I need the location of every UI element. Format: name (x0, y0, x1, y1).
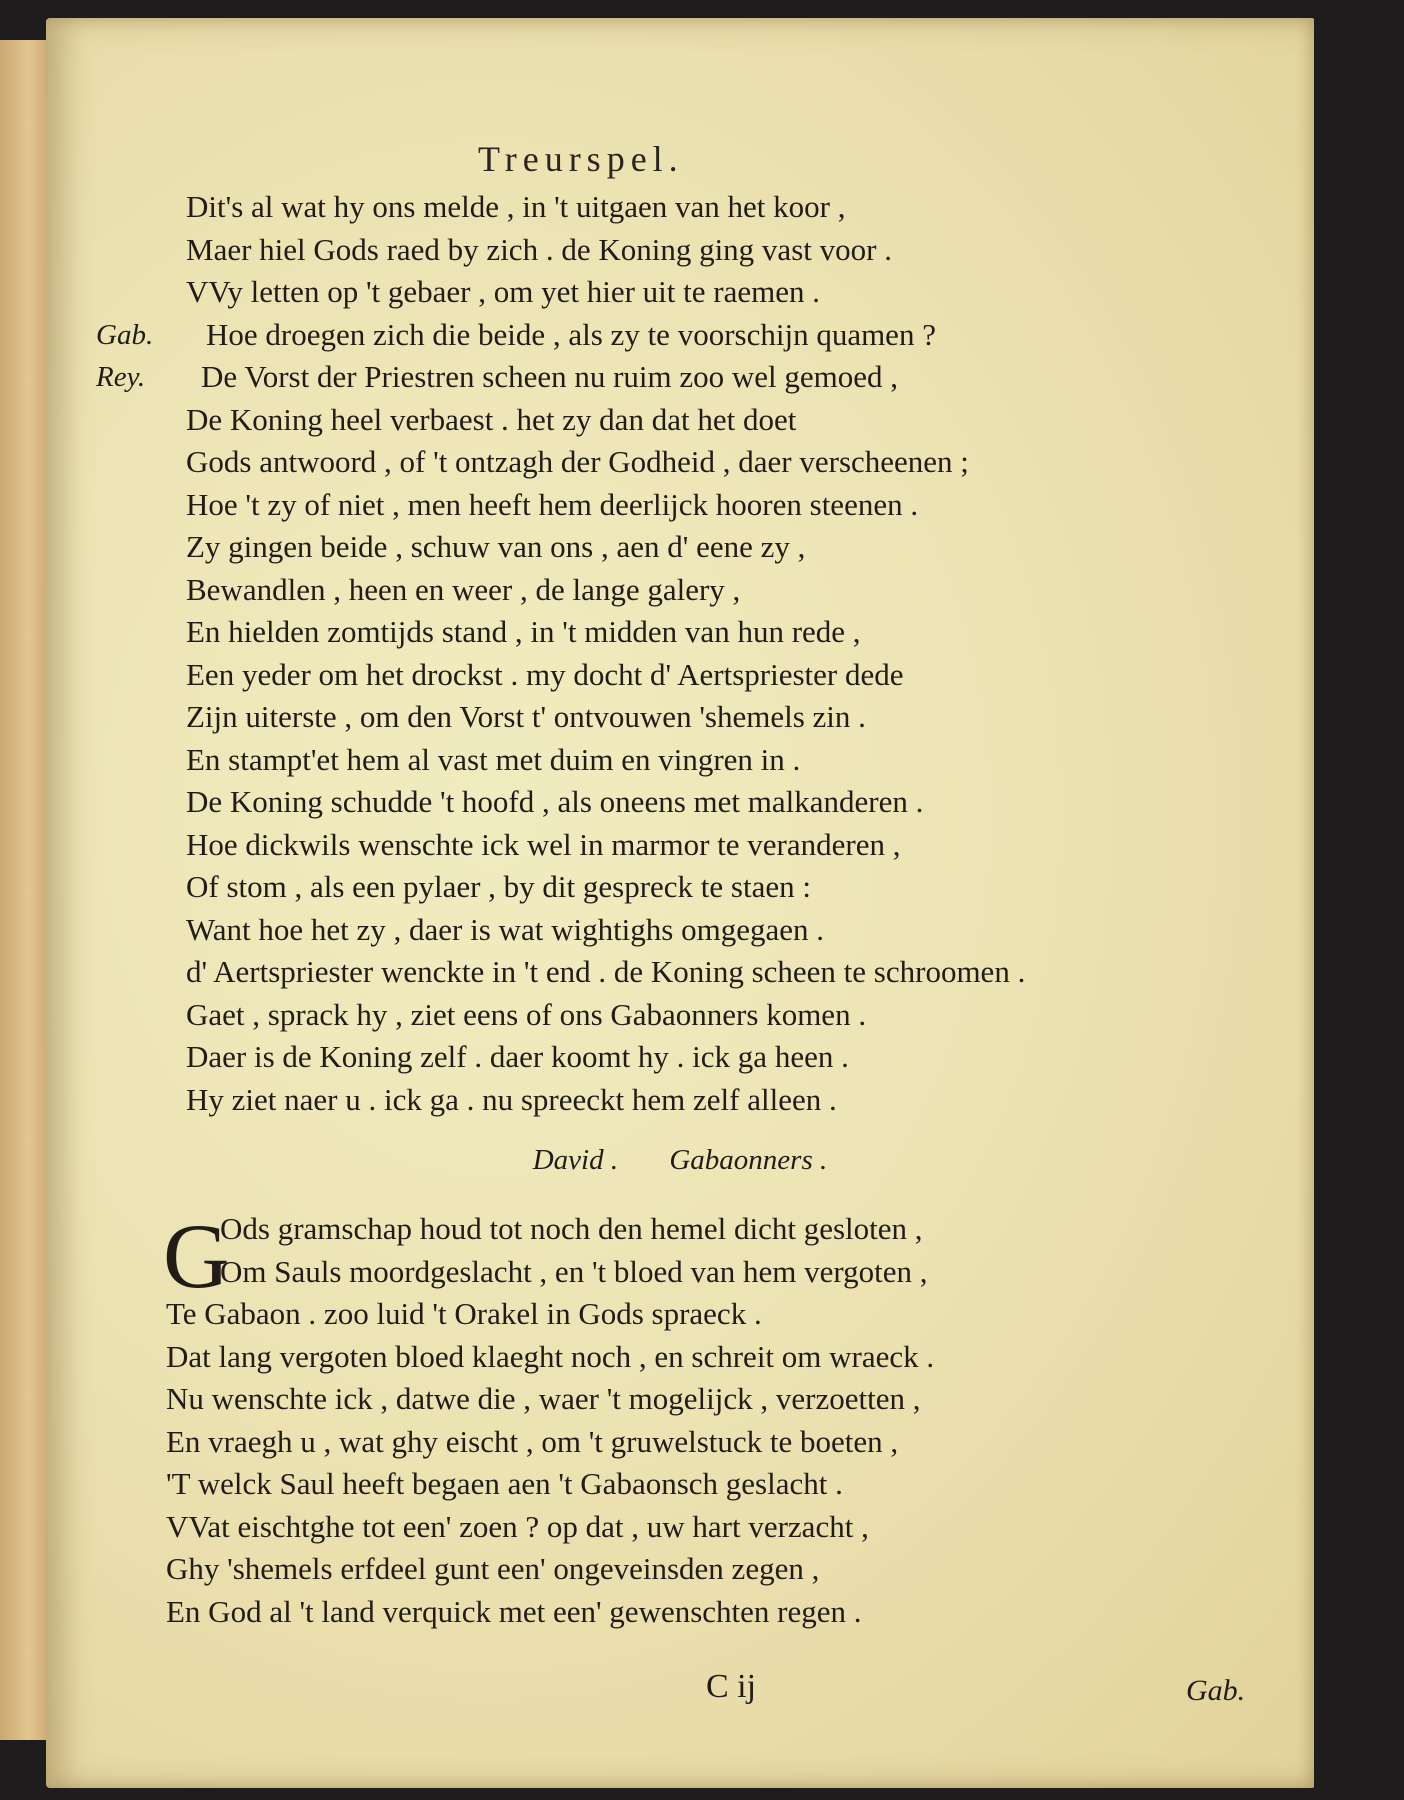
verse-text: Dat lang vergoten bloed klaeght noch , en schreit om wraeck . (166, 1338, 935, 1374)
verse-line (46, 1293, 1314, 1336)
verse-line (46, 526, 1314, 569)
verse-line (46, 951, 1314, 994)
speaker-label: Rey. (96, 361, 146, 393)
verse-line (46, 314, 1314, 357)
verse-text: En vraegh u , wat ghy eischt , om 't gruwelstuck te boeten , (166, 1423, 899, 1459)
verse-line (46, 654, 1314, 697)
drop-capital: G (163, 1205, 230, 1307)
verse-text: En stampt'et hem al vast met duim en vingren in . (186, 741, 801, 777)
verse-line (46, 1036, 1314, 1079)
verse-line (46, 229, 1314, 272)
verse-text: Ghy 'shemels erfdeel gunt een' ongeveinsden zegen , (166, 1551, 820, 1586)
verse-line (46, 399, 1314, 442)
verse-block-2 (46, 1205, 1314, 1633)
speaker-label: Gab. (96, 318, 154, 351)
verse-text: Zijn uiterste , om den Vorst t' ontvouwen 'shemels zin . (186, 699, 866, 734)
verse-line (46, 441, 1314, 484)
verse-line (46, 1336, 1314, 1379)
verse-line (46, 1591, 1314, 1634)
scene-character-david: David . (532, 1144, 619, 1176)
signature-mark: C ij (706, 1668, 757, 1705)
verse-line (46, 1251, 1314, 1294)
verse-text: Hoe dickwils wenschte ick wel in marmor te veranderen , (186, 826, 901, 862)
running-head: Treurspel. (478, 139, 684, 179)
verse-line (46, 484, 1314, 527)
verse-text: Ods gramschap houd tot noch den hemel dicht gesloten , (220, 1211, 923, 1246)
verse-text: Gaet , sprack hy , ziet eens of ons Gabaonners komen . (186, 996, 867, 1032)
verse-text: Hoe droegen zich die beide , als zy te voorschijn quamen ? (206, 316, 936, 352)
verse-text: VVy letten op 't gebaer , om yet hier uit te raemen . (186, 274, 820, 309)
verse-line (46, 1079, 1314, 1122)
verse-line (46, 1421, 1314, 1464)
verse-line (46, 1548, 1314, 1591)
verse-text: Want hoe het zy , daer is wat wightighs omgegaen . (186, 911, 824, 947)
verse-line (46, 356, 1314, 399)
verse-text: VVat eischtghe tot een' zoen ? op dat , uw hart verzacht , (166, 1508, 869, 1544)
verse-line (46, 186, 1314, 229)
verse-line (46, 824, 1314, 867)
verse-line (46, 1463, 1314, 1506)
verse-line (46, 909, 1314, 952)
scene-heading (46, 1144, 1314, 1177)
verse-text: Nu wenschte ick , datwe die , waer 't mogelijck , verzoetten , (166, 1381, 921, 1416)
verse-line (46, 569, 1314, 612)
verse-text: De Koning schudde 't hoofd , als oneens met malkanderen . (186, 784, 924, 819)
verse-line (46, 271, 1314, 314)
verse-block-1 (46, 186, 1314, 1121)
verse-line (46, 781, 1314, 824)
verse-text: Te Gabaon . zoo luid 't Orakel in Gods spraeck . (166, 1296, 762, 1331)
verse-text: Zy gingen beide , schuw van ons , aen d' eene zy , (186, 529, 806, 564)
previous-page-edge (0, 40, 52, 1740)
verse-text: Daer is de Koning zelf . daer koomt hy . ick ga heen . (186, 1039, 849, 1074)
verse-line (46, 1208, 1314, 1251)
verse-text: De Koning heel verbaest . het zy dan dat het doet (186, 401, 797, 437)
verse-text: En God al 't land verquick met een' gewenschten regen . (166, 1593, 862, 1629)
verse-text: Om Sauls moordgeslacht , en 't bloed van hem vergoten , (220, 1253, 928, 1289)
catchword: Gab. (1186, 1674, 1246, 1707)
verse-line (46, 696, 1314, 739)
verse-text: Maer hiel Gods raed by zich . de Koning ging vast voor . (186, 231, 892, 267)
verse-line (46, 739, 1314, 782)
verse-text: De Vorst der Priestren scheen nu ruim zoo wel gemoed , (201, 359, 899, 394)
scene-character-gabaonners: Gabaonners . (669, 1144, 828, 1176)
verse-line (46, 1506, 1314, 1549)
book-page (46, 18, 1314, 1788)
verse-line (46, 994, 1314, 1037)
verse-line (46, 1378, 1314, 1421)
verse-text: d' Aertspriester wenckte in 't end . de Koning scheen te schroomen . (186, 954, 1026, 989)
verse-text: Dit's al wat hy ons melde , in 't uitgaen van het koor , (186, 189, 846, 224)
verse-text: Een yeder om het drockst . my docht d' Aertspriester dede (186, 656, 904, 692)
verse-text: 'T welck Saul heeft begaen aen 't Gabaonsch geslacht . (166, 1466, 843, 1501)
verse-text: Hoe 't zy of niet , men heeft hem deerlijck hooren steenen . (186, 486, 919, 522)
verse-text: Bewandlen , heen en weer , de lange galery , (186, 571, 741, 607)
verse-line (46, 866, 1314, 909)
verse-line (46, 611, 1314, 654)
verse-text: Hy ziet naer u . ick ga . nu spreeckt hem zelf alleen . (186, 1081, 837, 1117)
verse-text: Of stom , als een pylaer , by dit gespreck te staen : (186, 869, 811, 904)
verse-text: Gods antwoord , of 't ontzagh der Godheid , daer verscheenen ; (186, 444, 969, 479)
verse-text: En hielden zomtijds stand , in 't midden van hun rede , (186, 614, 861, 649)
